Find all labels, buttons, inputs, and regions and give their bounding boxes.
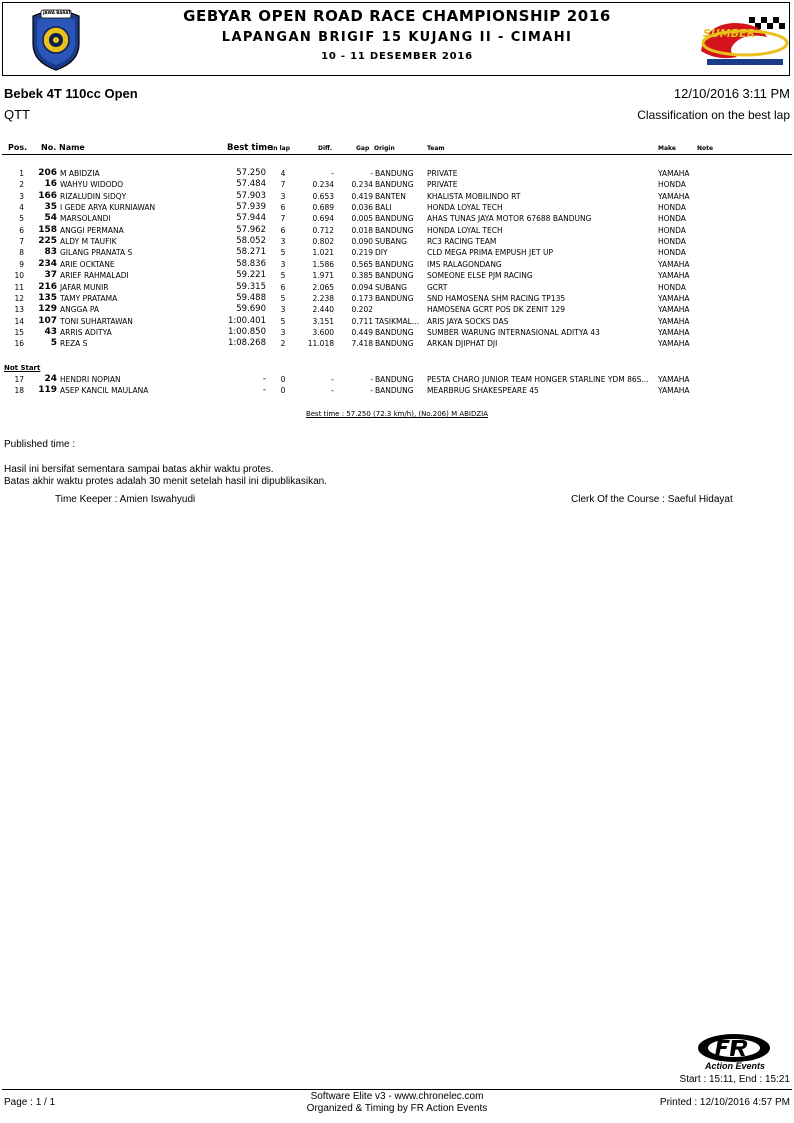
diff-cell: 0.653 [312, 191, 334, 201]
rider-number-cell: 43 [44, 326, 57, 337]
in-lap-cell: 3 [280, 305, 286, 315]
in-lap-cell: 4 [280, 169, 286, 178]
rider-name-cell: REZA S [60, 339, 88, 349]
class-name: Bebek 4T 110cc Open [4, 86, 138, 101]
table-row [0, 374, 794, 385]
position-cell: 12 [14, 293, 24, 303]
best-time-cell: 59.315 [236, 281, 266, 292]
rider-name-cell: HENDRI NOPIAN [60, 375, 121, 384]
diff-cell: 2.065 [312, 282, 334, 292]
diff-cell: 0.802 [312, 237, 334, 247]
best-time-cell: 58.271 [236, 247, 266, 258]
origin-cell: BANDUNG [375, 271, 414, 281]
position-cell: 11 [14, 282, 24, 292]
event-venue: LAPANGAN BRIGIF 15 KUJANG II - CIMAHI [221, 30, 573, 45]
table-row [0, 259, 794, 270]
col-origin: Origin [374, 145, 395, 152]
emblem-caption: JAWA BARAT [43, 10, 71, 15]
table-row [0, 179, 794, 190]
rider-number-cell: 158 [38, 224, 57, 235]
origin-cell: BANDUNG [375, 225, 414, 235]
in-lap-cell: 0 [280, 386, 286, 396]
diff-cell: 2.238 [312, 293, 334, 303]
in-lap-cell: 2 [280, 339, 286, 349]
make-cell: YAMAHA [658, 316, 690, 326]
in-lap-cell: 0 [280, 375, 286, 384]
rider-name-cell: TONI SUHARTAWAN [60, 316, 133, 326]
gap-cell: 0.005 [351, 214, 373, 224]
team-cell: HAMOSENA GCRT POS DK ZENIT 129 [427, 305, 566, 315]
origin-cell: BANDUNG [375, 180, 414, 190]
rider-name-cell: ARRIS ADITYA [60, 327, 112, 337]
in-lap-cell: 3 [280, 327, 286, 337]
best-time-summary: Best time : 57.250 (72.3 km/h), (No.206) M ABIDZIA [305, 410, 489, 418]
gap-cell: 0.036 [351, 203, 373, 213]
clerk-of-course: Clerk Of the Course : Saeful Hidayat [571, 494, 733, 505]
rider-number-cell: 216 [38, 281, 57, 292]
position-cell: 7 [19, 237, 24, 247]
position-cell: 3 [19, 191, 24, 201]
printed-time: Printed : 12/10/2016 4:57 PM [659, 1097, 790, 1108]
best-time-cell: 57.962 [236, 224, 266, 235]
gap-cell: 7.418 [351, 339, 373, 349]
position-cell: 14 [14, 316, 24, 326]
make-cell: YAMAHA [658, 271, 690, 281]
team-cell: ARKAN DJIPHAT DJI [427, 339, 498, 349]
in-lap-cell: 6 [280, 282, 286, 292]
position-cell: 5 [19, 214, 24, 224]
table-row [0, 316, 794, 327]
rider-number-cell: 5 [50, 338, 57, 349]
page-number: Page : 1 / 1 [4, 1097, 56, 1108]
origin-cell: BANDUNG [375, 259, 414, 269]
make-cell: YAMAHA [658, 375, 690, 384]
diff-cell: - [331, 375, 334, 384]
diff-cell: 3.600 [312, 327, 334, 337]
table-row [0, 270, 794, 281]
best-time-cell: 58.052 [236, 236, 266, 247]
team-cell: SND HAMOSENA SHM RACING TP135 [427, 293, 566, 303]
make-cell: HONDA [658, 248, 686, 258]
rider-name-cell: JAFAR MUNIR [60, 282, 109, 292]
rider-name-cell: MARSOLANDI [60, 214, 111, 224]
make-cell: YAMAHA [658, 339, 690, 349]
position-cell: 16 [14, 339, 24, 349]
origin-cell: BANDUNG [375, 293, 414, 303]
team-cell: SOMEONE ELSE PJM RACING [427, 271, 533, 281]
team-cell: PRIVATE [427, 169, 458, 178]
origin-cell: SUBANG [375, 237, 407, 247]
start-end-time: Start : 15:11, End : 15:21 [679, 1074, 790, 1085]
col-pos: Pos. [8, 143, 28, 152]
col-in-lap: In lap [271, 145, 290, 152]
col-make: Make [658, 145, 676, 152]
rider-name-cell: WAHYU WIDODO [60, 180, 124, 190]
rider-name-cell: ANGGA PA [60, 305, 100, 315]
in-lap-cell: 3 [280, 237, 286, 247]
protest-note-1: Hasil ini bersifat sementara sampai batas akhir waktu protes. [4, 464, 274, 475]
rider-number-cell: 37 [44, 270, 57, 281]
origin-cell: BALI [375, 203, 392, 213]
gap-cell: 0.173 [351, 293, 373, 303]
table-row [0, 385, 794, 396]
origin-cell: TASIKMAL... [375, 316, 419, 326]
rider-name-cell: ANGGI PERMANA [60, 225, 124, 235]
team-cell: PESTA CHARO JUNIOR TEAM HONGER STARLINE YDM 86S... [427, 375, 649, 384]
origin-cell: BANDUNG [375, 214, 414, 224]
position-cell: 13 [14, 305, 24, 315]
diff-cell: 3.151 [312, 316, 334, 326]
make-cell: HONDA [658, 203, 686, 213]
time-keeper: Time Keeper : Amien Iswahyudi [55, 494, 196, 505]
table-row [0, 327, 794, 338]
gap-cell: 0.419 [351, 191, 373, 201]
organizer-credit: Organized & Timing by FR Action Events [306, 1103, 488, 1114]
gap-cell: 0.234 [351, 180, 373, 190]
make-cell: HONDA [658, 225, 686, 235]
in-lap-cell: 6 [280, 203, 286, 213]
in-lap-cell: 5 [280, 248, 286, 258]
rider-name-cell: ARIEF RAHMALADI [60, 271, 129, 281]
origin-cell: DIY [375, 248, 388, 258]
fr-logo-caption: Action Events [704, 1061, 765, 1071]
diff-cell: 0.712 [312, 225, 334, 235]
gap-cell: 0.219 [351, 248, 373, 258]
gap-cell: - [370, 386, 373, 396]
rider-number-cell: 206 [38, 168, 57, 178]
gap-cell: 0.385 [351, 271, 373, 281]
diff-cell: 11.018 [307, 339, 334, 349]
not-start-label: Not Start [4, 364, 41, 372]
position-cell: 15 [14, 327, 24, 337]
col-name: Name [59, 143, 85, 152]
gap-cell: - [370, 169, 373, 178]
protest-note-2: Batas akhir waktu protes adalah 30 menit setelah hasil ini dipublikasikan. [4, 476, 327, 487]
best-time-cell: 57.903 [236, 190, 266, 201]
team-cell: SUMBER WARUNG INTERNASIONAL ADITYA 43 [427, 327, 600, 337]
rider-number-cell: 225 [38, 236, 57, 247]
team-cell: AHAS TUNAS JAYA MOTOR 67688 BANDUNG [427, 214, 592, 224]
table-row [0, 247, 794, 258]
best-time-cell: 58.836 [236, 258, 266, 269]
rider-name-cell: ALDY M TAUFIK [60, 237, 117, 247]
make-cell: YAMAHA [658, 169, 690, 178]
diff-cell: 1.586 [312, 259, 334, 269]
rider-name-cell: M ABIDZIA [60, 169, 100, 178]
table-row [0, 236, 794, 247]
col-no: No. [41, 143, 57, 152]
position-cell: 1 [19, 169, 24, 178]
team-cell: MEARBRUG SHAKESPEARE 45 [427, 386, 539, 396]
col-gap: Gap [356, 145, 370, 152]
diff-cell: 0.689 [312, 203, 334, 213]
gap-cell: 0.565 [351, 259, 373, 269]
software-credit: Software Elite v3 - www.chronelec.com [310, 1091, 484, 1102]
best-time-cell: - [262, 374, 266, 384]
table-row [0, 338, 794, 349]
best-time-cell: 59.488 [236, 292, 266, 303]
diff-cell: 1.971 [312, 271, 334, 281]
rider-name-cell: I GEDE ARYA KURNIAWAN [60, 203, 156, 213]
make-cell: HONDA [658, 237, 686, 247]
rider-number-cell: 166 [38, 190, 57, 201]
make-cell: YAMAHA [658, 327, 690, 337]
session-name: QTT [4, 107, 30, 122]
team-cell: PRIVATE [427, 180, 458, 190]
position-cell: 8 [19, 248, 24, 258]
position-cell: 10 [14, 271, 24, 281]
origin-cell: BANTEN [375, 191, 406, 201]
origin-cell: SUBANG [375, 282, 407, 292]
team-cell: RC3 RACING TEAM [427, 237, 497, 247]
diff-cell: 1.021 [312, 248, 334, 258]
best-time-cell: 59.221 [236, 270, 266, 281]
rider-number-cell: 24 [44, 374, 57, 384]
make-cell: YAMAHA [658, 293, 690, 303]
rider-name-cell: ARIE OCKTANE [60, 259, 115, 269]
diff-cell: - [331, 386, 334, 396]
position-cell: 4 [19, 203, 24, 213]
in-lap-cell: 5 [280, 293, 286, 303]
make-cell: HONDA [658, 282, 686, 292]
gap-cell: 0.449 [351, 327, 373, 337]
make-cell: HONDA [658, 180, 686, 190]
in-lap-cell: 6 [280, 225, 286, 235]
table-row [0, 225, 794, 236]
in-lap-cell: 3 [280, 259, 286, 269]
position-cell: 17 [14, 375, 24, 384]
best-time-cell: 57.250 [236, 168, 266, 178]
in-lap-cell: 3 [280, 191, 286, 201]
make-cell: HONDA [658, 214, 686, 224]
col-diff: Diff. [318, 145, 333, 152]
best-time-cell: 1:08.268 [227, 338, 266, 349]
col-best-time: Best time [227, 143, 273, 153]
in-lap-cell: 7 [280, 214, 286, 224]
report-date: 12/10/2016 3:11 PM [673, 86, 790, 101]
gap-cell: 0.018 [351, 225, 373, 235]
team-cell: KHALISTA MOBILINDO RT [427, 191, 521, 201]
table-header-rule [2, 154, 792, 155]
rider-number-cell: 135 [38, 292, 57, 303]
team-cell: CLD MEGA PRIMA EMPUSH JET UP [427, 248, 553, 258]
gap-cell: - [370, 375, 373, 384]
team-cell: HONDA LOYAL TECH [427, 225, 503, 235]
diff-cell: 0.694 [312, 214, 334, 224]
make-cell: YAMAHA [658, 191, 690, 201]
position-cell: 2 [19, 180, 24, 190]
rider-number-cell: 119 [38, 385, 57, 396]
best-time-cell: 1:00.850 [227, 326, 266, 337]
diff-cell: 0.234 [312, 180, 334, 190]
event-banner [2, 2, 790, 76]
position-cell: 9 [19, 259, 24, 269]
team-cell: HONDA LOYAL TECH [427, 203, 503, 213]
team-cell: GCRT [427, 282, 448, 292]
origin-cell: BANDUNG [375, 375, 414, 384]
origin-cell: BANDUNG [375, 327, 414, 337]
best-time-cell: 59.690 [236, 304, 266, 315]
in-lap-cell: 5 [280, 316, 286, 326]
team-cell: IMS RALAGONDANG [427, 259, 502, 269]
in-lap-cell: 7 [280, 180, 286, 190]
rider-name-cell: RIZALUDIN SIDQY [60, 191, 127, 201]
rider-number-cell: 129 [38, 304, 57, 315]
col-team: Team [427, 145, 445, 152]
best-time-cell: 1:00.401 [227, 315, 266, 326]
origin-cell: BANDUNG [375, 386, 414, 396]
rider-number-cell: 54 [44, 213, 57, 224]
origin-cell: BANDUNG [375, 339, 414, 349]
rider-number-cell: 234 [38, 258, 57, 269]
best-time-cell: 57.944 [236, 213, 266, 224]
rider-name-cell: ASEP KANCIL MAULANA [60, 386, 149, 396]
rider-number-cell: 16 [44, 179, 57, 190]
best-time-cell: 57.939 [236, 202, 266, 213]
team-cell: ARIS JAYA SOCKS DAS [427, 316, 509, 326]
event-title: GEBYAR OPEN ROAD RACE CHAMPIONSHIP 2016 [183, 7, 611, 25]
make-cell: YAMAHA [658, 305, 690, 315]
published-time: Published time : [4, 439, 76, 450]
event-dates: 10 - 11 DESEMBER 2016 [321, 51, 473, 62]
gap-cell: 0.711 [351, 316, 373, 326]
make-cell: YAMAHA [658, 259, 690, 269]
position-cell: 6 [19, 225, 24, 235]
gap-cell: 0.094 [351, 282, 373, 292]
table-row [0, 213, 794, 224]
make-cell: YAMAHA [658, 386, 690, 396]
table-row [0, 191, 794, 202]
rider-name-cell: TAMY PRATAMA [60, 293, 118, 303]
sponsor-logo-text: SUMBER [703, 27, 756, 40]
best-time-cell: 57.484 [236, 179, 266, 190]
table-row [0, 282, 794, 293]
table-row [0, 304, 794, 315]
rider-number-cell: 83 [44, 247, 57, 258]
col-note: Note [697, 145, 714, 152]
table-row [0, 293, 794, 304]
report-subtitle: Classification on the best lap [637, 108, 790, 122]
sponsor-logo-icon [697, 11, 789, 73]
rider-name-cell: GILANG PRANATA S [60, 248, 133, 258]
footer-rule [2, 1089, 792, 1090]
gap-cell: 0.202 [351, 305, 373, 315]
diff-cell: 2.440 [312, 305, 334, 315]
position-cell: 18 [14, 386, 24, 396]
best-time-cell: - [262, 385, 266, 396]
origin-cell: BANDUNG [375, 169, 414, 178]
rider-number-cell: 35 [44, 202, 57, 213]
in-lap-cell: 5 [280, 271, 286, 281]
gap-cell: 0.090 [351, 237, 373, 247]
table-row [0, 202, 794, 213]
rider-number-cell: 107 [38, 315, 57, 326]
diff-cell: - [331, 169, 334, 178]
table-row [0, 168, 794, 179]
